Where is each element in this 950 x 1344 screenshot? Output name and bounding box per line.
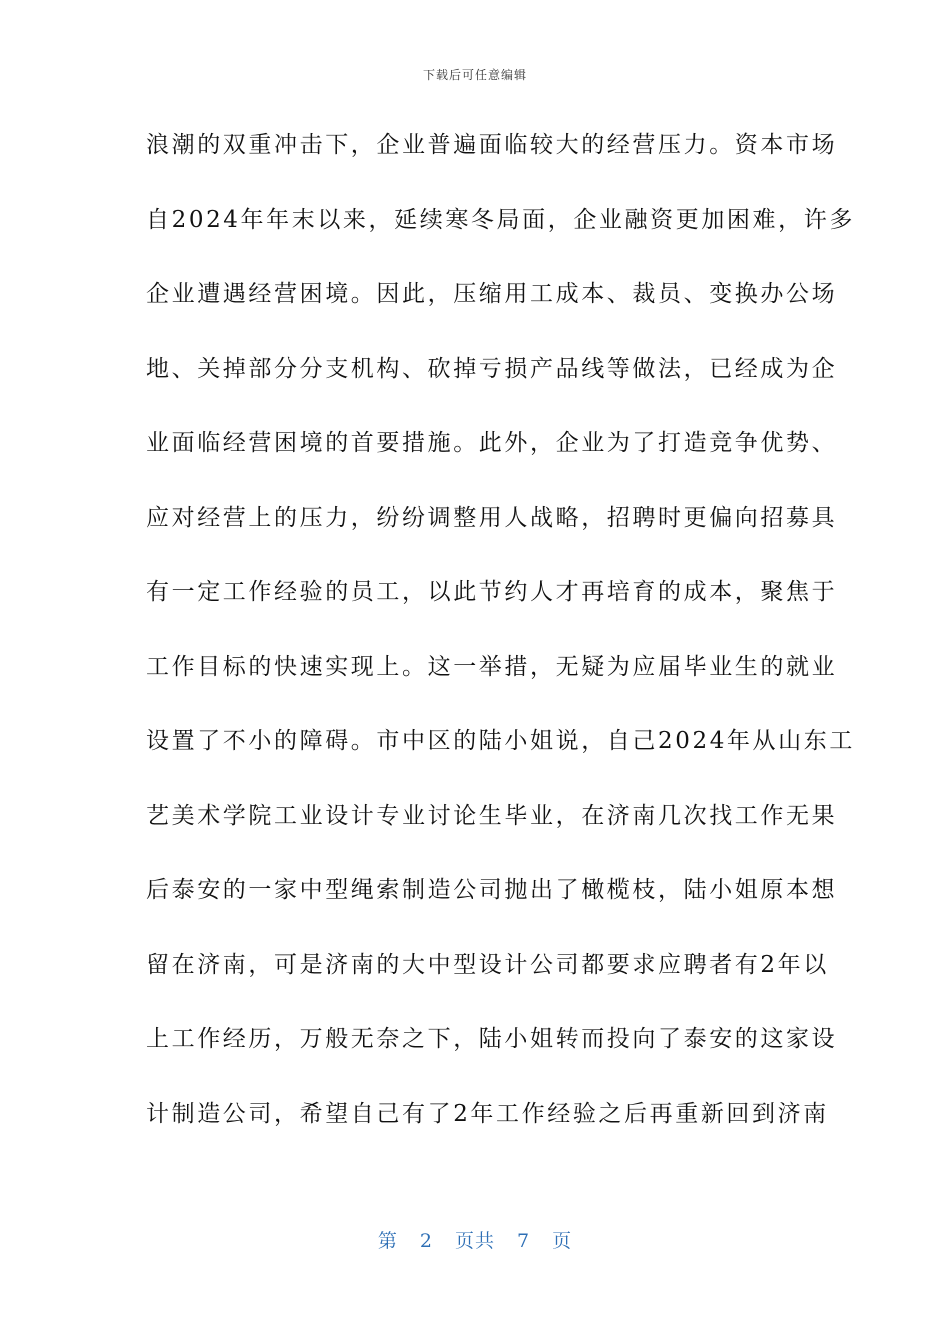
text-line: 企业遭遇经营困境。因此，压缩用工成本、裁员、变换办公场 <box>146 281 838 307</box>
footer-prefix: 第 <box>377 1230 398 1252</box>
text-line: 上工作经历，万般无奈之下，陆小姐转而投向了泰安的这家设 <box>146 1026 838 1052</box>
text-line: 后泰安的一家中型绳索制造公司抛出了橄榄枝，陆小姐原本想 <box>146 877 838 903</box>
text-line: 应对经营上的压力，纷纷调整用人战略，招聘时更偏向招募具 <box>146 504 838 531</box>
text-line: 计制造公司，希望自己有了2年工作经验之后再重新回到济南 <box>146 1100 829 1127</box>
document-body <box>146 122 855 1165</box>
text-line: 艺美术学院工业设计专业讨论生毕业，在济南几次找工作无果 <box>146 802 838 829</box>
page-header: 下载后可任意编辑 <box>422 68 527 82</box>
text-line: 业面临经营困境的首要措施。此外，企业为了打造竞争优势、 <box>146 430 838 456</box>
text-line: 自2024年年末以来，延续寒冬局面，企业融资更加困难，许多 <box>146 206 855 233</box>
text-line: 留在济南，可是济南的大中型设计公司都要求应聘者有2年以 <box>146 951 829 978</box>
text-line: 地、关掉部分分支机构、砍掉亏损产品线等做法，已经成为企 <box>146 355 838 382</box>
page-number-footer <box>0 1226 950 1253</box>
text-line: 设置了不小的障碍。市中区的陆小姐说，自己2024年从山东工 <box>146 728 855 754</box>
text-line: 浪潮的双重冲击下，企业普遍面临较大的经营压力。资本市场 <box>146 132 838 158</box>
footer-middle: 页共 <box>454 1230 495 1252</box>
footer-suffix: 页 <box>552 1230 573 1252</box>
text-line: 有一定工作经验的员工，以此节约人才再培育的成本，聚焦于 <box>146 579 838 605</box>
total-pages-number: 7 <box>517 1230 531 1252</box>
current-page-number: 2 <box>419 1230 433 1252</box>
text-line: 工作目标的快速实现上。这一举措，无疑为应届毕业生的就业 <box>146 653 838 680</box>
